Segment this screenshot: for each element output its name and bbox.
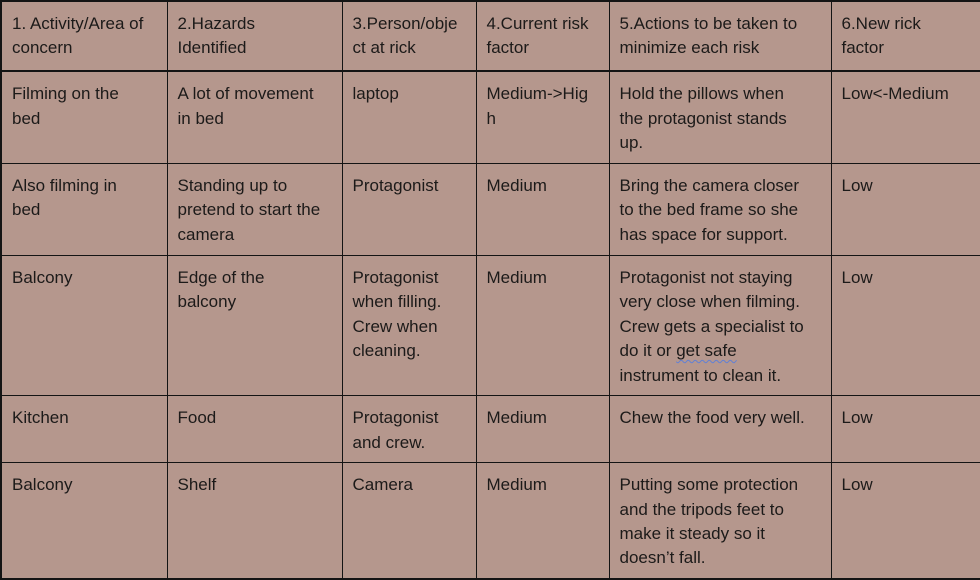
- cell-text: Low: [841, 175, 873, 195]
- cell-text: Low: [841, 408, 873, 428]
- header-label: 5.Actions to be taken to minimize each risk: [619, 14, 798, 58]
- table-row: [1, 396, 980, 463]
- cell-hazard[interactable]: [167, 396, 342, 463]
- cell-person[interactable]: [342, 255, 476, 395]
- cell-new-risk[interactable]: [831, 255, 980, 395]
- cell-text: Hold the pillows when the protagonist stands up.: [619, 84, 787, 152]
- cell-text: Medium: [486, 267, 547, 287]
- cell-person[interactable]: [342, 396, 476, 463]
- cell-new-risk[interactable]: [831, 463, 980, 579]
- header-label: 6.New rick factor: [841, 14, 921, 58]
- cell-current-risk[interactable]: [476, 71, 609, 163]
- table-row: [1, 463, 980, 579]
- table-row: [1, 71, 980, 163]
- cell-text: Standing up to pretend to start the camera: [177, 175, 321, 244]
- cell-new-risk[interactable]: [831, 71, 980, 163]
- cell-text: Balcony: [12, 267, 73, 287]
- cell-action[interactable]: [609, 71, 831, 163]
- cell-current-risk[interactable]: [476, 163, 609, 255]
- cell-activity[interactable]: [1, 463, 167, 579]
- spellcheck-flagged-text[interactable]: get safe: [676, 341, 737, 361]
- cell-text: Filming on the bed: [12, 84, 119, 128]
- cell-action[interactable]: [609, 396, 831, 463]
- cell-hazard[interactable]: [167, 163, 342, 255]
- cell-text: A lot of movement in bed: [177, 84, 314, 128]
- cell-action[interactable]: [609, 463, 831, 579]
- cell-text: Medium: [486, 408, 547, 428]
- cell-text: Protagonist and crew.: [352, 408, 439, 452]
- table-header-row: [1, 1, 980, 71]
- cell-text: Also filming in bed: [12, 175, 117, 220]
- cell-text: Camera: [352, 475, 413, 495]
- cell-text-part: instrument to clean it.: [619, 365, 782, 385]
- header-label: 4.Current risk factor: [486, 14, 589, 58]
- cell-person[interactable]: [342, 463, 476, 579]
- table-row: [1, 255, 980, 395]
- cell-text-part: Protagonist not staying very close when filming. Crew gets a specialist to do it or: [619, 267, 804, 361]
- header-new-risk[interactable]: [831, 1, 980, 71]
- cell-text: Shelf: [177, 475, 217, 495]
- cell-activity[interactable]: [1, 163, 167, 255]
- header-label: 1. Activity/Area of concern: [12, 14, 144, 58]
- table-row: [1, 163, 980, 255]
- cell-activity[interactable]: [1, 396, 167, 463]
- cell-action[interactable]: [609, 255, 831, 395]
- cell-hazard[interactable]: [167, 255, 342, 395]
- cell-text: Medium: [486, 175, 547, 195]
- cell-text: Putting some protection and the tripods feet to make it steady so it doesn’t fall.: [619, 475, 799, 568]
- header-actions[interactable]: [609, 1, 831, 71]
- cell-new-risk[interactable]: [831, 396, 980, 463]
- cell-person[interactable]: [342, 71, 476, 163]
- cell-activity[interactable]: [1, 71, 167, 163]
- cell-hazard[interactable]: [167, 71, 342, 163]
- cell-text: [620, 266, 825, 388]
- cell-current-risk[interactable]: [476, 463, 609, 579]
- cell-text: Protagonist: [352, 175, 439, 195]
- header-activity[interactable]: [1, 1, 167, 71]
- cell-text: Bring the camera closer to the bed frame so she has space for support.: [619, 175, 800, 244]
- cell-current-risk[interactable]: [476, 255, 609, 395]
- header-label: 3.Person/obje ct at rick: [352, 14, 458, 58]
- header-current-risk[interactable]: [476, 1, 609, 71]
- cell-action[interactable]: [609, 163, 831, 255]
- cell-text: Balcony: [12, 475, 73, 495]
- cell-new-risk[interactable]: [831, 163, 980, 255]
- cell-text: Medium: [486, 475, 547, 495]
- cell-current-risk[interactable]: [476, 396, 609, 463]
- cell-text: Chew the food very well.: [619, 408, 805, 428]
- cell-text: Low<-Medium: [841, 84, 949, 104]
- cell-hazard[interactable]: [167, 463, 342, 579]
- cell-text: Protagonist when filling. Crew when cleaning.: [352, 267, 442, 361]
- cell-person[interactable]: [342, 163, 476, 255]
- cell-text: laptop: [352, 84, 399, 104]
- cell-text: Edge of the balcony: [177, 267, 265, 312]
- cell-text: Kitchen: [12, 408, 69, 428]
- header-hazards[interactable]: [167, 1, 342, 71]
- cell-activity[interactable]: [1, 255, 167, 395]
- cell-text: Low: [841, 475, 873, 495]
- cell-text: Low: [841, 267, 873, 287]
- header-label: 2.Hazards Identified: [177, 14, 255, 58]
- cell-text: Medium->Hig h: [486, 84, 589, 128]
- header-person[interactable]: [342, 1, 476, 71]
- cell-text: Food: [177, 408, 217, 428]
